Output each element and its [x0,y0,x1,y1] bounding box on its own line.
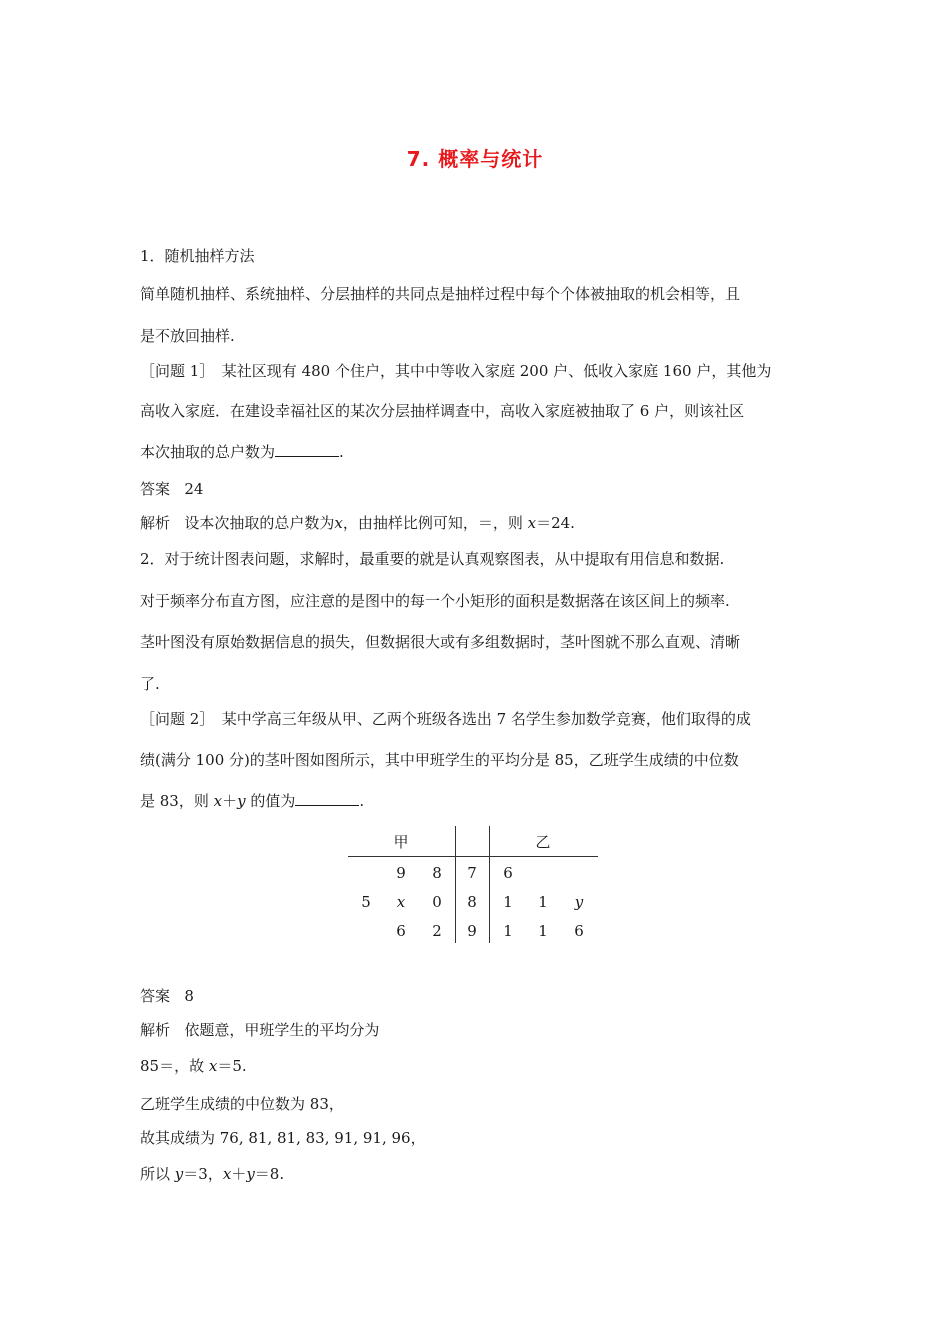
analysis-text: 依题意，甲班学生的平均分为 [184,1021,380,1039]
section-2-line-4: 了. [140,675,160,693]
answer-value: 8 [184,987,194,1005]
plus-sign: ＋ [231,1165,247,1183]
answer-blank [295,791,359,806]
plus-sign: ＋ [222,792,238,810]
analysis-text: ＝8. [254,1165,285,1183]
analysis-text: 85＝，故 [140,1057,205,1075]
section-1-text-line-1: 简单随机抽样、系统抽样、分层抽样的共同点是抽样过程中每个个体被抽取的机会相等，且 [140,285,741,303]
leaf-left-variable-x: x [396,893,406,911]
leaf-right-variable-y: y [574,893,584,911]
section-1-text-line-2: 是不放回抽样. [140,327,235,345]
stem: 8 [467,893,477,911]
variable-x: x [208,1057,218,1075]
variable-x: x [334,514,343,532]
problem-2-analysis-line-1 [140,1020,820,1040]
problem-2-line-3-a: 是 83，则 [140,792,209,810]
leaf-right: 1 [538,893,548,911]
leaf-left: 6 [396,922,406,940]
variable-y: y [174,1165,184,1183]
problem-1-line-3 [140,442,820,462]
problem-1-line-3-text: 本次抽取的总户数为 [140,443,276,461]
answer-label: 答案 [140,987,171,1005]
analysis-label: 解析 [140,1021,171,1039]
leaf-right: 1 [503,893,513,911]
analysis-text: ＝3， [183,1165,223,1183]
page-title: 7. 概率与统计 [406,147,544,171]
leaf-right: 6 [574,922,584,940]
problem-2-line-2: 绩(满分 100 分)的茎叶图如图所示，其中甲班学生的平均分是 85，乙班学生成绩的中位数 [140,751,739,769]
answer-label: 答案 [140,480,171,498]
left-header: 甲 [393,833,409,851]
problem-1-answer [140,479,820,499]
right-header: 乙 [535,833,551,851]
variable-x: x [527,514,537,532]
problem-1-line-1: ［问题 1］ 某社区现有 480 个住户，其中中等收入家庭 200 户、低收入家庭 160 户，其他为 [140,362,772,380]
problem-2-line-3 [140,791,820,811]
analysis-text: ＝5. [217,1057,247,1075]
problem-2-line-3-b: 的值为 [250,792,296,810]
leaf-left: 9 [396,864,406,882]
problem-2-analysis-line-3: 乙班学生成绩的中位数为 83， [140,1095,344,1113]
problem-2-analysis-line-4: 故其成绩为 76, 81, 81, 83, 91, 91, 96， [140,1129,426,1147]
problem-2-analysis-line-2 [140,1056,820,1076]
variable-y: y [237,792,246,810]
section-1-heading: 1．随机抽样方法 [140,247,255,265]
section-2-line-1: 2．对于统计图表问题，求解时，最重要的就是认真观察图表，从中提取有用信息和数据. [140,550,725,568]
problem-1-line-2: 高收入家庭．在建设幸福社区的某次分层抽样调查中，高收入家庭被抽取了 6 户，则该社区 [140,402,745,420]
left-divider [455,826,456,943]
analysis-text-b: ，由抽样比例可知，＝，则 [342,514,523,532]
variable-x: x [222,1165,232,1183]
section-2-line-2: 对于频率分布直方图，应注意的是图中的每一个小矩形的面积是数据落在该区间上的频率. [140,592,730,610]
problem-2-answer [140,986,820,1006]
stem: 9 [467,922,477,940]
leaf-left: 8 [432,864,442,882]
analysis-text-c: ＝24. [536,514,575,532]
analysis-text: 所以 [140,1165,171,1183]
answer-blank [275,442,339,457]
problem-1-line-3-end: . [339,443,344,461]
header-rule [348,856,598,857]
problem-2-line-1: ［问题 2］ 某中学高三年级从甲、乙两个班级各选出 7 名学生参加数学竞赛，他们取得的成 [140,710,751,728]
leaf-left: 2 [432,922,442,940]
section-2-line-3: 茎叶图没有原始数据信息的损失，但数据很大或有多组数据时，茎叶图就不那么直观、清晰 [140,633,741,651]
leaf-right: 1 [503,922,513,940]
analysis-text-a: 设本次抽取的总户数为 [184,514,335,532]
right-divider [489,826,490,943]
leaf-right: 6 [503,864,513,882]
variable-x: x [213,792,223,810]
answer-value: 24 [184,480,204,498]
problem-2-line-3-end: . [359,792,365,810]
analysis-label: 解析 [140,514,171,532]
problem-1-analysis [140,513,820,533]
stem: 7 [467,864,477,882]
variable-y: y [246,1165,255,1183]
leaf-left: 5 [361,893,371,911]
problem-2-analysis-line-5 [140,1164,820,1184]
leaf-right: 1 [538,922,548,940]
leaf-left: 0 [432,893,442,911]
